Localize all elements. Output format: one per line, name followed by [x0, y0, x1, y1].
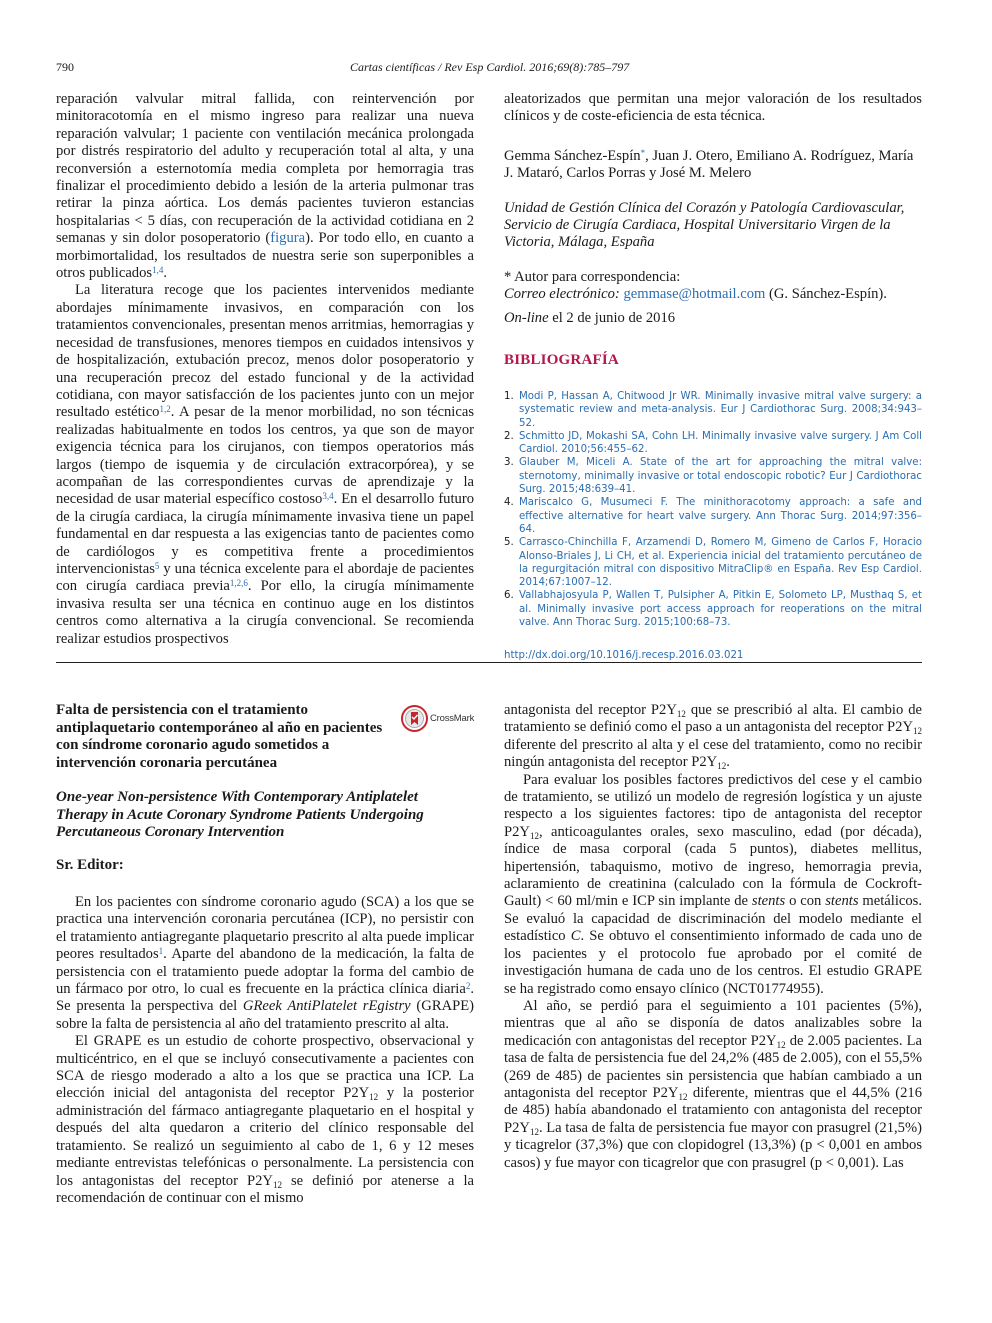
- reference-item: [504, 589, 922, 629]
- salutation: Sr. Editor:: [56, 857, 124, 873]
- page-number: 790: [56, 60, 74, 74]
- crossmark-badge[interactable]: [401, 705, 474, 732]
- article-title: Falta de persistencia con el tratamiento antiplaquetario contemporáneo al año en pacientes con síndrome coronario agudo sometidos a intervención coronaria percutánea: [56, 702, 383, 771]
- reference-link[interactable]: Vallabhajosyula P, Wallen T, Pulsipher A, Pitkin E, Solometo LP, Musthaq S, et al. Minimally invasive port access approach for reoperations on the mitral valve. Ann Thorac Surg. 2015;100:68–73.: [519, 590, 922, 629]
- reference-item: [504, 536, 922, 589]
- crossmark-icon: [401, 705, 428, 732]
- correspondence-label: * Autor para correspondencia:: [504, 268, 681, 285]
- reference-number: 2.: [504, 430, 514, 442]
- bibliography-heading: BIBLIOGRAFÍA: [504, 352, 619, 368]
- reference-link[interactable]: Glauber M, Miceli A. State of the art for approaching the mitral valve: sternotomy, minimally invasive or total endoscopic robotic? Eur J Cardiothorac Surg. 2015;48:639–41.: [519, 457, 922, 496]
- citation[interactable]: 1,2: [159, 404, 171, 415]
- reference-item: [504, 496, 922, 536]
- top-left-column: [56, 91, 474, 648]
- article2-right-column: [504, 702, 922, 1172]
- email-link[interactable]: gemmase@hotmail.com: [623, 286, 766, 303]
- reference-number: 1.: [504, 391, 514, 402]
- authors: Gemma Sánchez-Espín*, Juan J. Otero, Emiliano A. Rodríguez, María J. Mataró, Carlos Porras y José M. Melero: [504, 147, 914, 182]
- reference-number: 6.: [504, 590, 514, 602]
- citation[interactable]: 1: [158, 946, 164, 957]
- article2-left-column: [56, 894, 474, 1207]
- top-right-column: [504, 91, 922, 327]
- paragraph: Al año, se perdió para el seguimiento a 101 pacientes (5%), mientras que al año se disponía de datos analizables sobre la medicación con antagonistas del receptor $P2Y_{12}$ de 2.005 pacientes. La tasa de falta de persistencia fue del 24,2% (485 de 2.005), con el 55,5% (269 de 485) de pacientes sin persistencia que habían cambiado a un antagonista del receptor $P2Y_{12}$ diferente, mientras que el 44,5% (216 de 485) había abandonado el tratamiento con antagonista del receptor $P2Y_{12}$. La tasa de falta de persistencia fue mayor con prasugrel (21,5%) y ticagrelor (37,3%) que con clopidogrel (13,3%) (p < 0,001 en ambos casos) y fue mayor con ticagrelor que con prasugrel (p < 0,001). Las: [504, 997, 922, 1171]
- reference-item: [504, 430, 922, 457]
- online-date: On-line el 2 de junio de 2016: [504, 309, 676, 326]
- article-subtitle: One-year Non-persistence With Contemporary Antiplatelet Therapy in Acute Coronary Syndrome Patients Undergoing Percutaneous Coronary Intervention: [56, 789, 424, 840]
- reference-number: 3.: [504, 457, 514, 469]
- reference-link[interactable]: Modi P, Hassan A, Chitwood Jr WR. Minimally invasive mitral valve surgery: a systematic review and meta-analysis. Eur J Cardiothorac Surg. 2008;34:943–52.: [519, 391, 922, 429]
- paragraph: antagonista del receptor $P2Y_{12}$ que se prescribió al alta. El cambio de tratamiento se definió como el paso a un antagonista del receptor $P2Y_{12}$ diferente del prescrito al alta y el cese del tratamiento, como no recibir ningún antagonista del receptor $P2Y_{12}$.: [504, 702, 922, 772]
- reference-number: 4.: [504, 497, 514, 509]
- figure-link[interactable]: figura: [270, 230, 306, 247]
- citation[interactable]: 3,4: [322, 491, 334, 502]
- reference-link[interactable]: Mariscalco G, Musumeci F. The minithoracotomy approach: a safe and effective alternative for heart valve surgery. Ann Thorac Surg. 2014;97:356–64.: [519, 497, 922, 535]
- paragraph: La literatura recoge que los pacientes intervenidos mediante abordajes mínimamente invasivos, en comparación con los tratamientos convencionales, presentan menos arritmias, hemorragias y necesidad de transfusiones, menores tiempos en cuidados intensivos y de hospitalización, extubación precoz, menos dolor posoperatorio y una recuperación precoz del estado funcional y de la actividad cotidiana, con mayor satisfacción de los pacientes junto con un mejor resultado estético$^{1,2}$. A pesar de la menor morbilidad, no son técnicas realizadas habitualmente en todos los centros, ya que son de mayor exigencia técnica para los cirujanos, con tiempos operatorios más largos (tiempo de isquemia y de circulación extracorpórea), y se acompañan de las correspondientes curvas de aprendizaje y la necesidad de usar material específico costoso$^{3,4}$. En el desarrollo futuro de la cirugía cardiaca, la cirugía mínimamente invasiva tiene un papel fundamental en dar respuesta a las exigencias tanto de pacientes como de cardiólogos y es competitiva frente a procedimientos intervencionistas$^5$ y una técnica excelente para el abordaje de pacientes con cirugía cardiaca previa$^{1,2,6}$. Por ello, la cirugía mínimamente invasiva resulta ser una técnica en continuo auge en los distintos centros como alternativa a la cirugía convencional. Se recomienda realizar estudios prospectivos: [56, 282, 474, 647]
- journal-header: Cartas científicas / Rev Esp Cardiol. 2016;69(8):785–797: [350, 60, 630, 74]
- paragraph: El GRAPE es un estudio de cohorte prospectivo, observacional y multicéntrico, en el que se incluyó consecutivamente a pacientes con SCA de riesgo moderado a alto a los que se practica una ICP. La elección inicial del antagonista del receptor $P2Y_{12}$ y la posterior administración del fármaco antiagregante plaquetario en el hospital y después del alta quedaron a criterio del clínico responsable del tratamiento. Se realizó un seguimiento al cabo de 1, 6 y 12 meses mediante entrevistas telefónicas o personalmente. La persistencia con los antagonistas del receptor $P2Y_{12}$ se definió por atenerse a la recomendación de continuar con el mismo: [56, 1033, 474, 1206]
- reference-item: [504, 456, 922, 496]
- reference-list: [504, 390, 922, 663]
- paragraph: En los pacientes con síndrome coronario agudo (SCA) a los que se practica una intervención coronaria percutánea (ICP), no persistir con el tratamiento antiagregante plaquetario prescrito al alta puede implicar peores resultados$^1$. Aparte del abandono de la medicación, la falta de persistencia con el tratamiento puede adoptar la forma del cambio de un fármaco por otro, lo cual es frecuente en la práctica clínica diaria$^2$. Se presenta la perspectiva del GReek AntiPlatelet rEgistry (GRAPE) sobre la falta de persistencia al año del tratamiento prescrito al alta.: [56, 894, 474, 1032]
- reference-number: 5.: [504, 537, 514, 549]
- section-divider: [56, 662, 922, 663]
- affiliation: Unidad de Gestión Clínica del Corazón y Patología Cardiovascular, Servicio de Cirugía Cardiaca, Hospital Universitario Virgen de la Victoria, Málaga, España: [504, 199, 905, 251]
- paragraph: aleatorizados que permitan una mejor valoración de los resultados clínicos y de coste-eficiencia de esta técnica.: [504, 91, 922, 125]
- reference-link[interactable]: Carrasco-Chinchilla F, Arzamendi D, Romero M, Gimeno de Carlos F, Horacio Alonso-Briales J, Li CH, et al. Experiencia inicial del tratamiento percutáneo de la regurgitación mitral con dispositivo MitraClip® en España. Rev Esp Cardiol. 2014;67:1007–12.: [519, 537, 922, 589]
- paragraph: Para evaluar los posibles factores predictivos del cese y el cambio de tratamiento, se utilizó un modelo de regresión logística y un ajuste respecto a los siguientes factores: tipo de antagonista del receptor $P2Y_{12}$, anticoagulantes orales, sexo masculino, edad (por década), índice de masa corporal (cada 5 puntos), diabetes mellitus, hipertensión, tabaquismo, motivo de ingreso, hemorragia previa, aclaramiento de creatinina (calculado con la fórmula de Cockroft-Gault) < 60 ml/min e ICP sin implante de stents o con stents metálicos. Se evaluó la capacidad de discriminación del modelo mediante el estadístico C. Se obtuvo el consentimiento informado de cada uno de los pacientes y el protocolo fue aprobado por el comité de investigación humana de cada uno de los centros. El estudio GRAPE se ha registrado como ensayo clínico (NCT01774955).: [504, 771, 922, 997]
- reference-item: [504, 390, 922, 430]
- crossmark-label: CrossMark: [430, 713, 475, 724]
- citation[interactable]: 5: [154, 560, 160, 571]
- paragraph: reparación valvular mitral fallida, con reintervención por minitoracotomía en el mismo ingreso para realizar una nueva reparación valvular; 1 paciente con ventilación mecánica prolongada por distrés respiratorio del adulto y recuperación total al alta, y una reconversión a esternotomía media completa por hemorragia tras finalizar el procedimiento debido a lesión de la arteria pulmonar tras retirar la pinza aórtica. Los demás pacientes tuvieron estancias hospitalarias < 5 días, con recuperación de la actividad cotidiana en 2 semanas y sin dolor posoperatorio (figura). Por todo ello, en cuanto a morbimortalidad, los resultados de nuestra serie son superponibles a otros publicados$^{1,4}$.: [56, 91, 474, 282]
- citation[interactable]: 1,2,6: [229, 578, 248, 589]
- citation[interactable]: 1,4: [152, 265, 164, 276]
- doi-link[interactable]: http://dx.doi.org/10.1016/j.recesp.2016.03.021: [504, 650, 744, 662]
- citation[interactable]: 2: [465, 981, 471, 992]
- reference-link[interactable]: Schmitto JD, Mokashi SA, Cohn LH. Minimally invasive valve surgery. J Am Coll Cardiol. 2010;56:455–62.: [519, 430, 922, 456]
- email-line: Correo electrónico: gemmase@hotmail.com (G. Sánchez-Espín).: [504, 286, 887, 303]
